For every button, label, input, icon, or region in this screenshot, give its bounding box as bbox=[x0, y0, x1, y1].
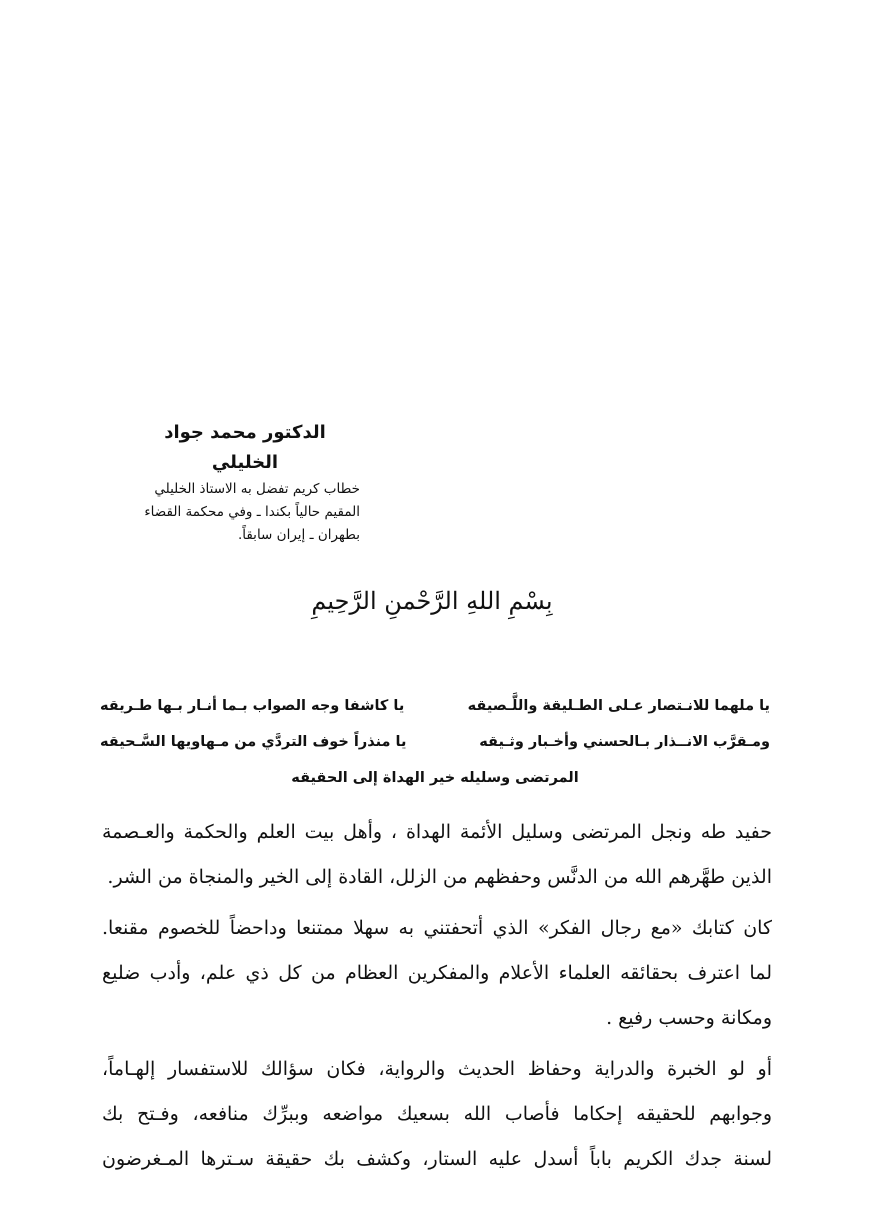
basmala-text: بِسْمِ اللهِ الرَّحْمنِ الرَّحِيمِ bbox=[311, 587, 553, 615]
text-line: أو لو الخبرة والدراية وحفاظ الحديث والرواية، فكان سؤالك للاستفسار إلهـاماً، bbox=[102, 1058, 772, 1080]
author-description-line: المقيم حالياً بكندا ـ وفي محكمة القضاء bbox=[144, 504, 360, 520]
basmala-calligraphy bbox=[262, 578, 602, 634]
paragraph bbox=[102, 1047, 772, 1182]
text-line: وجوابهم للحقيقه إحكاما فأصاب الله بسعيك مواضعه وببرِّك منافعه، وفـتح بك bbox=[102, 1103, 772, 1125]
poem-verse bbox=[100, 724, 770, 760]
verse-first-hemistich: يا ملهما للانـتصار عـلى الطـليقة واللَّـصيقه bbox=[467, 698, 770, 714]
paragraph bbox=[102, 906, 772, 1041]
paragraph bbox=[102, 810, 772, 900]
text-line: لسنة جدك الكريم باباً أسدل عليه الستار، وكشف بك حقيقة سـترها المـغرضون bbox=[102, 1148, 772, 1170]
text-line: كان كتابك «مع رجال الفكر» الذي أتحفتني به سهلا ممتنعا وداحضاً للخصوم مقنعا. bbox=[102, 917, 772, 939]
author-name: الدكتور محمد جواد الخليلي bbox=[164, 422, 326, 473]
text-line: الذين طهَّرهم الله من الدنَّس وحفظهم من الزلل، القادة إلى الخير والمنجاة من الشر. bbox=[107, 866, 772, 888]
text-line: حفيد طه ونجل المرتضى وسليل الأئمة الهداة ، وأهل بيت العلم والحكمة والعـصمة bbox=[102, 821, 772, 843]
author-description-line: بطهران ـ إيران سابقاً. bbox=[237, 527, 360, 543]
poem-closing-line: المرتضى وسليله خير الهداة إلى الحقيقه bbox=[291, 770, 579, 786]
author-description-line: خطاب كريم تفضل به الاستاذ الخليلي bbox=[154, 481, 360, 497]
verse-second-hemistich: يا منذراً خوف التردَّي من مـهاويها السَّـحيقه bbox=[100, 734, 407, 750]
poem bbox=[100, 688, 770, 796]
poem-verse bbox=[100, 688, 770, 724]
verse-second-hemistich: يا كاشفا وجه الصواب بـما أنـار بـها طـريقه bbox=[100, 698, 405, 714]
text-line: ومكانة وحسب رفيع . bbox=[606, 1007, 772, 1029]
body-text bbox=[102, 810, 772, 1188]
author-block bbox=[144, 418, 360, 547]
verse-first-hemistich: ومـقرَّب الانــذار بـالحسني وأخـبار وثـيقه bbox=[479, 734, 770, 750]
text-line: لما اعترف بحقائقه العلماء الأعلام والمفكرين العظام من كل ذي علم، وأدب ضليع bbox=[102, 962, 772, 984]
